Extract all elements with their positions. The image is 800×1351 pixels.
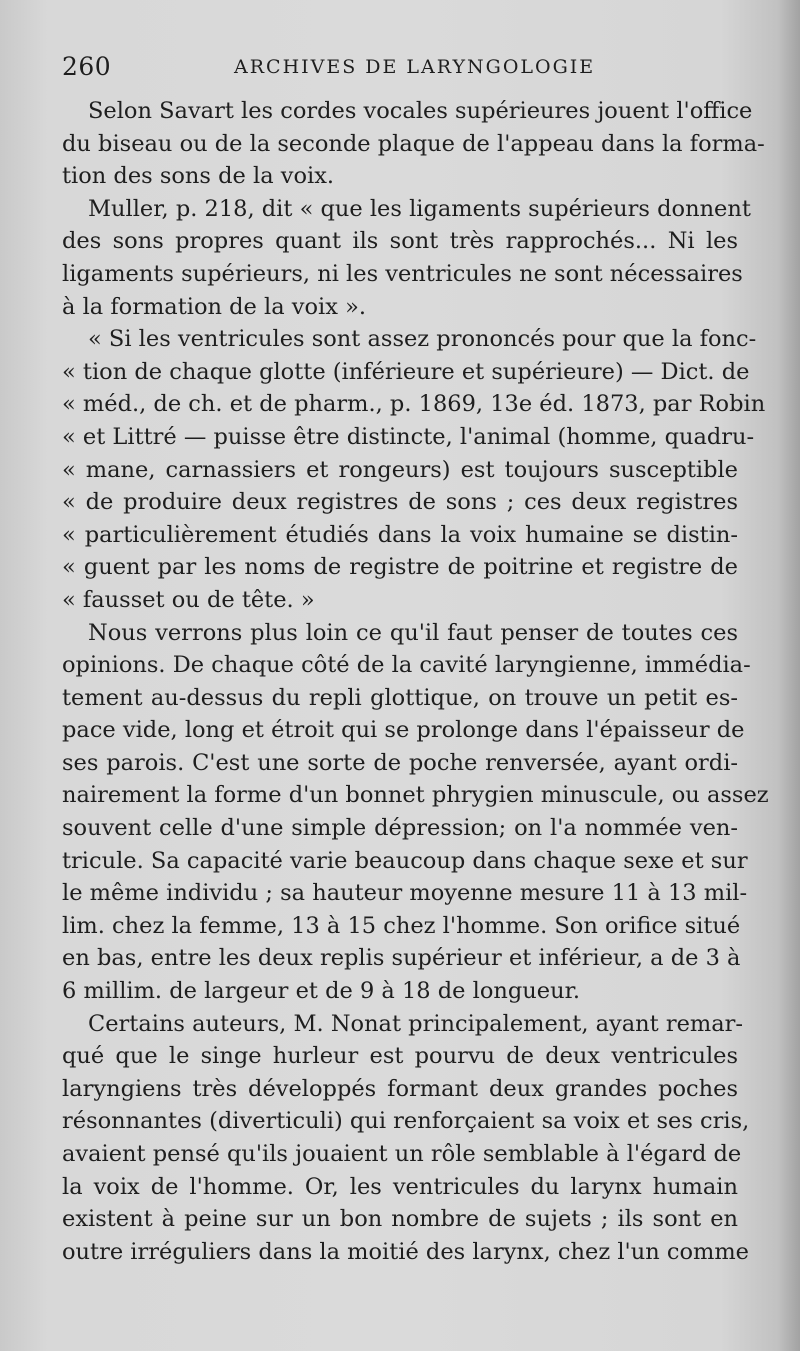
text-line: du biseau ou de la seconde plaque de l'appeau dans la forma- [62, 130, 765, 157]
text-line: nairement la forme d'un bonnet phrygien minuscule, ou assez [62, 782, 769, 809]
text-line: à la formation de la voix ». [62, 293, 366, 320]
text-line: « particulièrement étudiés dans la voix humaine se distin- [62, 521, 738, 548]
text-line: le même individu ; sa hauteur moyenne mesure 11 à 13 mil- [62, 880, 748, 907]
text-line: qué que le singe hurleur est pourvu de deux ventricules [62, 1043, 738, 1070]
text-line: « tion de chaque glotte (inférieure et supérieure) — Dict. de [62, 358, 750, 385]
text-line: « méd., de ch. et de pharm., p. 1869, 13e éd. 1873, par Robin [62, 391, 766, 418]
text-line: tion des sons de la voix. [62, 163, 335, 190]
text-line: « guent par les noms de registre de poitrine et registre de [62, 554, 738, 581]
body-text [62, 95, 769, 1268]
text-line: Certains auteurs, M. Nonat principalement, ayant remar- [88, 1010, 744, 1037]
text-line: laryngiens très développés formant deux grandes poches [62, 1075, 738, 1102]
text-line: « de produire deux registres de sons ; ces deux registres [62, 489, 738, 516]
text-line: souvent celle d'une simple dépression; on l'a nommée ven- [62, 815, 738, 842]
text-line: résonnantes (diverticuli) qui renforçaient sa voix et ses cris, [62, 1108, 750, 1135]
text-line: Nous verrons plus loin ce qu'il faut penser de toutes ces [88, 619, 738, 646]
text-line: des sons propres quant ils sont très rapprochés... Ni les [62, 228, 738, 255]
text-line: ligaments supérieurs, ni les ventricules ne sont nécessaires [62, 260, 743, 287]
text-line: avaient pensé qu'ils jouaient un rôle semblable à l'égard de [62, 1141, 742, 1167]
text-line: pace vide, long et étroit qui se prolonge dans l'épaisseur de [62, 717, 745, 744]
text-line: lim. chez la femme, 13 à 15 chez l'homme. Son orifice situé [62, 912, 741, 939]
text-line: en bas, entre les deux replis supérieur et inférieur, a de 3 à [62, 945, 741, 972]
text-line: « Si les ventricules sont assez prononcés pour que la fonc- [88, 326, 757, 353]
text-line: « et Littré — puisse être distincte, l'animal (homme, quadru- [62, 423, 755, 450]
text-line: « mane, carnassiers et rongeurs) est toujours susceptible [62, 456, 738, 483]
page-number: 260 [62, 52, 112, 81]
page-edge-shadow [778, 0, 800, 1351]
text-line: Muller, p. 218, dit « que les ligaments supérieurs donnent [88, 195, 751, 222]
text-line: « fausset ou de tête. » [62, 586, 315, 613]
text-line: tricule. Sa capacité varie beaucoup dans chaque sexe et sur [62, 847, 748, 874]
text-line: opinions. De chaque côté de la cavité laryngienne, immédia- [62, 652, 751, 679]
text-line: outre irréguliers dans la moitié des larynx, chez l'un comme [62, 1238, 749, 1265]
text-line: 6 millim. de largeur et de 9 à 18 de longueur. [62, 978, 581, 1005]
text-line: ses parois. C'est une sorte de poche renversée, ayant ordi- [62, 749, 738, 776]
running-head: ARCHIVES DE LARYNGOLOGIE [234, 56, 596, 78]
text-line: Selon Savart les cordes vocales supérieures jouent l'office [88, 98, 753, 124]
text-line: existent à peine sur un bon nombre de sujets ; ils sont en [62, 1206, 738, 1233]
page-header [62, 52, 738, 86]
text-line: tement au-dessus du repli glottique, on trouve un petit es- [62, 684, 738, 711]
text-line: la voix de l'homme. Or, les ventricules du larynx humain [62, 1173, 738, 1200]
